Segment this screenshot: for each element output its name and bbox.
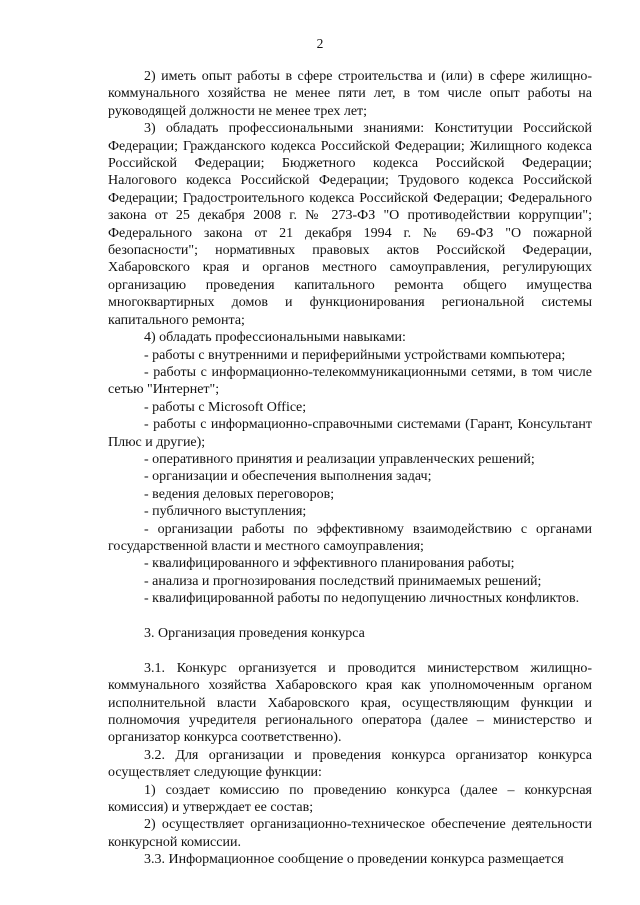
paragraph-knowledge: 3) обладать профессиональными знаниями: Конституции Российской Федерации; Гражданского кодекса Российской Федерации; Жилищного кодекса Российской Федерации; Бюджетного кодекса Российской Федерации; Налогового кодекса Российской Федерации; Трудового кодекса Российской Федерации; Градостроительного кодекса Российской Федерации; Федерального закона от 25 декабря 2008 г. № 273-ФЗ "О противодействии коррупции"; Федерального закона от 21 декабря 1994 г. № 69-ФЗ "О пожарной безопасности"; нормативных правовых актов Российской Федерации, Хабаровского края и органов местного самоуправления, регулирующих организацию проведения капитального ремонта общего имущества многоквартирных домов и функционирования региональной системы капитального ремонта; xyxy=(108,121,592,328)
list-item: - работы с информационно-телекоммуникационными сетями, в том числе сетью "Интернет"; xyxy=(108,364,592,398)
list-item: - публичного выступления; xyxy=(144,504,307,520)
list-item: - ведения деловых переговоров; xyxy=(144,486,335,502)
list-item: - оперативного принятия и реализации управленческих решений; xyxy=(144,451,535,467)
list-item: - организации работы по эффективному взаимодействию с органами государственной власти и местного самоуправления; xyxy=(108,521,592,554)
section-heading: 3. Организация проведения конкурса xyxy=(144,625,365,641)
document-body xyxy=(108,68,592,869)
list-item: - организации и обеспечения выполнения задач; xyxy=(144,469,432,485)
list-item: - работы с внутренними и периферийными устройствами компьютера; xyxy=(144,347,566,363)
paragraph-3-2: 3.2. Для организации и проведения конкурса организатор конкурса осуществляет следующие функции: xyxy=(108,747,592,781)
list-item: - работы с информационно-справочными системами (Гарант, Консультант Плюс и другие); xyxy=(108,417,592,450)
list-item: - квалифицированного и эффективного планирования работы; xyxy=(144,556,515,572)
paragraph-3-2-1: 1) создает комиссию по проведению конкурса (далее – конкурсная комиссия) и утверждает ее состав; xyxy=(108,782,592,816)
paragraph-skills: 4) обладать профессиональными навыками: xyxy=(144,330,406,346)
list-item: - анализа и прогнозирования последствий принимаемых решений; xyxy=(144,573,542,589)
paragraph-3-2-2: 2) осуществляет организационно-техническое обеспечение деятельности конкурсной комиссии. xyxy=(108,817,592,850)
list-item: - работы с Microsoft Office; xyxy=(144,399,307,415)
page-number: 2 xyxy=(316,36,324,51)
paragraph-3-1: 3.1. Конкурс организуется и проводится министерством жилищно-коммунального хозяйства Хабаровского края как уполномоченным органом исполнительной власти Хабаровского края, осуществляющим функции и полномочия учредителя регионального оператора (далее – министерство и организатор конкурса соответственно). xyxy=(108,660,592,746)
paragraph-3-3: 3.3. Информационное сообщение о проведении конкурса размещается xyxy=(144,852,564,868)
list-item: - квалифицированной работы по недопущению личностных конфликтов. xyxy=(144,591,580,607)
paragraph-experience: 2) иметь опыт работы в сфере строительства и (или) в сфере жилищно-коммунального хозяйства не менее пяти лет, в том числе опыт работы на руководящей должности не менее трех лет; xyxy=(108,69,592,119)
